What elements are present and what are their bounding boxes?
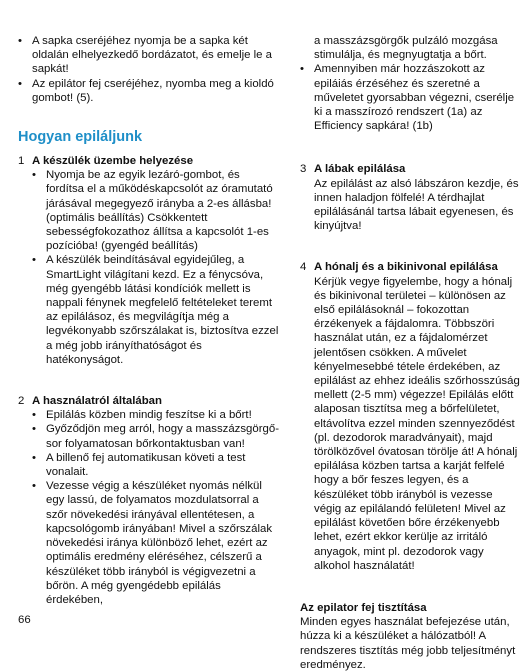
section-body: Kérjük vegye figyelembe, hogy a hónalj és bikinivonal területei – különösen az első epilálásoknál – fokozottan érzékenyek a fájdalomra. Többszöri használat után, ez a fájdalomérzet jelentősen csökken. A művelet kényelmesebbé tétele érdekében, az epilálást az ehhez ideális szőrhosszúság mellett (2-5 mm) végezze! Epilálás előtt alaposan tisztítsa meg a bőrfelületet, eltávolítva ezzel minden szennyeződést (pl. dezodorok maradványait), majd törölközővel óvatosan törölje át! A hónalj epilálása közben tartsa a karját felfelé hogy a bőr feszes legyen, és a készüléket több irányból is vezesse végig az epilálandó felületen! Mivel az epilálást követően bőre érzékenyebb lehet, ezért ekkor kerülje az irritáló anyagok, mint pl. dezodorok vagy alkohol használatát! [314, 275, 520, 572]
section-number: 4 [300, 261, 307, 274]
left-column [18, 34, 280, 607]
bullet-icon: • [18, 77, 22, 90]
section-title: A készülék üzembe helyezése [32, 155, 194, 168]
page-number: 66 [18, 614, 31, 626]
bullet-text: Nyomja be az egyik lezáró-gombot, és fordítsa el a működéskapcsolót az óramutató járásával megegyező irányba a 2-es állásba! (optimális beállítás) Csökkentett sebességfokozathoz állítsa a kapcsolót 1-es pozícióba! (gyengéd beállítás) [46, 169, 273, 253]
list-item [32, 479, 280, 607]
bullet-text: Az epilátor fej cseréjéhez, nyomba meg a kioldó gombot! (5). [32, 77, 274, 104]
bullet-icon: • [300, 63, 304, 76]
section-4 [300, 260, 522, 572]
list-item [18, 77, 280, 105]
bullet-icon: • [32, 254, 36, 267]
bullet-icon: • [18, 35, 22, 47]
list-item [32, 408, 280, 422]
bullet-icon: • [32, 169, 36, 182]
bullet-text: A billenő fej automatikusan követi a test vonalait. [46, 451, 246, 479]
bullet-text: A sapka cseréjéhez nyomja be a sapka két oldalán elhelyezkedő bordázatot, és emelje le a sapkát! [32, 35, 272, 76]
list-item [32, 253, 280, 367]
section-2 [18, 394, 280, 607]
cleaning-section [300, 601, 522, 672]
bullet-icon: • [32, 423, 36, 436]
list-item [32, 168, 280, 253]
bullet-text: A készülék beindításával egyidejűleg, a SmartLight világítani kezd. Ez a fénycsóva, még gyengébb látási kondíciók mellett is nappali fénynek megfelelő feltételeket teremt az epilálásoz, és megvilágítja még a legvékonyabb szőrszálakat is, biztosítva ezzel a még jobb irányíthatóságot és hatékonyságot. [46, 254, 279, 366]
section-3 [300, 162, 522, 233]
section-body: Az epilálást az alsó lábszáron kezdje, és innen haladjon fölfelé! A térdhajlat epilálásánál tartsa lábait egyenesen, és kinyújtva! [314, 177, 519, 233]
section-title: Az epilator fej tisztítása [300, 601, 427, 614]
section-1 [18, 154, 280, 367]
bullet-icon: • [32, 409, 36, 422]
bullet-icon: • [32, 451, 36, 464]
section-number: 3 [300, 163, 307, 176]
bullet-text: Vezesse végig a készüléket nyomás nélkül egy lassú, de folyamatos mozdulatsorral a szőr növekedési irányával ellentétesen, a kapcsológomb irányában! Mivel a szőrszálak növekedési iránya különböző lehet, ezért az optimális eredmény eléréséhez, célszerű a készüléket több irányból is végigvezetni a bőrön. A még gyengédebb epilálás érdekében, [46, 480, 273, 606]
list-item [18, 34, 280, 77]
bullet-text: Amennyiben már hozzászokott az epiláiás érzéséhez és szeretné a műveletet gyorsabban végezni, cserélje ki a masszírozó rendszert (1a) az Efficiency sapkára! (1b) [314, 63, 515, 133]
bullet-icon: • [32, 480, 36, 493]
section-title: A használatról általában [32, 395, 162, 408]
right-column [300, 34, 522, 672]
section-number: 2 [18, 395, 25, 408]
list-item [32, 422, 280, 450]
section-body: Minden egyes használat befejezése után, húzza ki a készüléket a hálózatból! A rendszeres tisztítás még jobb teljesítményt eredményez. [300, 616, 516, 671]
list-item-continuation [300, 34, 522, 62]
continuation-text: a masszázsgörgők pulzáló mozgása stimulálja, és megnyugtatja a bőrt. [314, 35, 498, 62]
bullet-text: Győződjön meg arról, hogy a masszázsgörgő-sor folyamatosan bőrkontaktusban van! [46, 423, 279, 450]
list-item [32, 451, 280, 479]
list-item [300, 62, 522, 133]
section-number: 1 [18, 155, 25, 168]
section-title: A lábak epilálása [314, 163, 406, 176]
section-heading: Hogyan epiláljunk [18, 129, 143, 146]
section-title: A hónalj és a bikinivonal epilálása [314, 261, 498, 274]
bullet-text: Epilálás közben mindig feszítse ki a bőrt! [46, 409, 252, 422]
